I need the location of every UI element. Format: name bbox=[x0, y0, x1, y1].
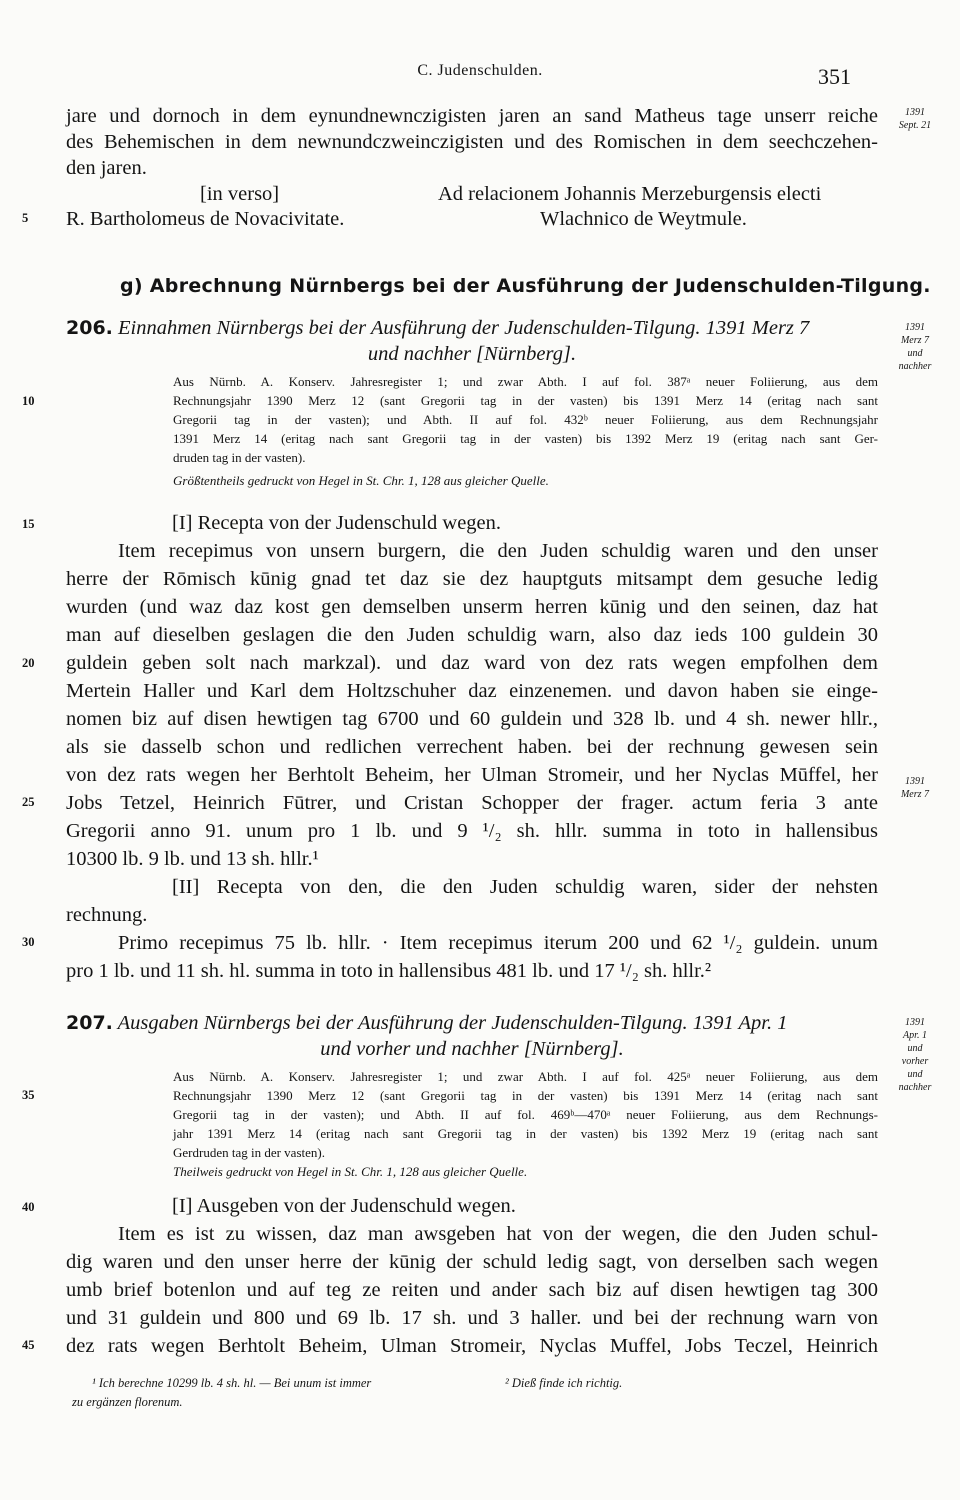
line-number: 15 bbox=[22, 517, 35, 531]
page-number: 351 bbox=[818, 64, 851, 89]
text-line: man auf dieselben geslagen die den Juden schuldig warn, also daz ieds 100 guldein 30 bbox=[66, 624, 878, 646]
text-line: guldein geben solt nach markzal). und daz ward von dez rats wegen empfolhen dem bbox=[66, 652, 878, 674]
print-reference: Theilweis gedruckt von Hegel in St. Chr. 1, 128 aus gleicher Quelle. bbox=[173, 1164, 528, 1179]
line-number: 5 bbox=[22, 211, 29, 225]
text-line: nomen biz auf disen hewtigen tag 6700 und 60 guldein und 328 lb. und 4 sh. newer hllr., bbox=[66, 708, 878, 730]
margin-word: und bbox=[907, 1069, 923, 1080]
margin-day: Merz 7 bbox=[900, 789, 930, 800]
line-number: 35 bbox=[22, 1088, 35, 1102]
margin-year: 1391 bbox=[905, 1017, 925, 1028]
source-line: Aus Nürnb. A. Konserv. Jahresregister 1; und zwar Abth. I auf fol. 387ᵃ neuer Foliierung, aus dem bbox=[173, 374, 878, 389]
source-line: Rechnungsjahr 1390 Merz 12 (sant Gregorii tag in der vasten) bis 1391 Merz 14 (eritag nach sant bbox=[173, 1088, 878, 1103]
margin-date bbox=[884, 321, 946, 373]
margin-word: und bbox=[907, 348, 923, 359]
source-line: Gerdruden tag in der vasten). bbox=[173, 1145, 325, 1160]
margin-date bbox=[884, 106, 946, 132]
margin-day: Merz 7 bbox=[900, 335, 930, 346]
margin-word: nachher bbox=[898, 361, 932, 372]
margin-date bbox=[884, 1016, 946, 1094]
source-line: druden tag in der vasten). bbox=[173, 450, 306, 465]
entry-207-title-text: Ausgaben Nürnbergs bei der Ausführung der Judenschulden-Tilgung. 1391 Apr. 1 bbox=[117, 1012, 788, 1034]
source-line: Gregorii tag in der vasten); und Abth. II auf fol. 469ᵇ—470ᵃ neuer Foliierung, aus dem Rechnungs- bbox=[173, 1107, 878, 1122]
running-title: C. Judenschulden. bbox=[417, 62, 543, 79]
margin-year: 1391 bbox=[905, 107, 925, 118]
entry-206-number: 206. bbox=[66, 317, 113, 339]
entry-207-title bbox=[66, 1010, 866, 1036]
entry-207-title-cont: und vorher und nachher [Nürnberg]. bbox=[320, 1038, 624, 1060]
text-line: jare und dornoch in dem eynundnewnczigisten jaren an sand Matheus tage unserr reiche bbox=[66, 105, 878, 127]
entry-207-number: 207. bbox=[66, 1012, 113, 1034]
line-number: 20 bbox=[22, 656, 35, 670]
text-line: Gregorii anno 91. unum pro 1 lb. und 9 ¹/₂ sh. hllr. summa in toto in hallensibus bbox=[66, 820, 878, 842]
text-line: wurden (und waz daz kost gen demselben unserm herren kūnig und den seinen, daz hat bbox=[66, 596, 878, 618]
text-line: pro 1 lb. und 11 sh. hl. summa in toto in hallensibus 481 lb. und 17 ¹/₂ sh. hllr.² bbox=[66, 960, 712, 982]
print-reference: Größtentheils gedruckt von Hegel in St. Chr. 1, 128 aus gleicher Quelle. bbox=[173, 473, 549, 488]
source-line: Gregorii tag in der vasten); und Abth. II auf fol. 432ᵇ neuer Foliierung, aus dem Rechnungsjahr bbox=[173, 412, 878, 427]
margin-word: und bbox=[907, 1043, 923, 1054]
subheading-recepta-ii: [II] Recepta von den, die den Juden schuldig waren, sider der nehsten bbox=[172, 876, 878, 898]
entry-206-title-cont: und nachher [Nürnberg]. bbox=[367, 343, 577, 365]
text-line: von dez rats wegen her Berhtolt Beheim, her Ulman Stromeir, und her Nyclas Mūffel, her bbox=[66, 764, 878, 786]
text-line: herre der Rōmisch kūnig gnad tet daz sie dez hauptguts mitsampt dem gesuche ledig bbox=[66, 568, 878, 590]
signature-wlachnico: Wlachnico de Weytmule. bbox=[540, 208, 747, 230]
line-number: 30 bbox=[22, 935, 35, 949]
margin-date bbox=[884, 775, 946, 801]
margin-year: 1391 bbox=[905, 322, 925, 333]
footnote-2: ² Dieß finde ich richtig. bbox=[505, 1376, 623, 1390]
line-number: 10 bbox=[22, 394, 35, 408]
text-line: Item es ist zu wissen, daz man awsgeben hat von der wegen, die den Juden schul- bbox=[118, 1223, 878, 1245]
margin-word: vorher bbox=[901, 1056, 929, 1067]
margin-year: 1391 bbox=[905, 776, 925, 787]
source-line: jahr 1391 Merz 14 (eritag nach sant Gregorii tag in der vasten) bis 1392 Merz 19 (eritag nach sant bbox=[173, 1126, 878, 1141]
source-line: 1391 Merz 14 (eritag nach sant Gregorii tag in der vasten) bis 1392 Merz 19 (eritag nach sant Ger- bbox=[173, 431, 878, 446]
text-line: des Behemischen in dem newnundczweinczigisten und des Romischen in dem seechczehen- bbox=[66, 131, 878, 153]
line-number: 40 bbox=[22, 1200, 35, 1214]
section-heading: g) Abrechnung Nürnbergs bei der Ausführung der Judenschulden-Tilgung. bbox=[120, 275, 931, 297]
text-line: 10300 lb. 9 lb. und 13 sh. hllr.¹ bbox=[66, 848, 319, 870]
text-line: umb brief botenlon und auf teg ze reiten und ander sach biz auf disen hewtigen tag 300 bbox=[66, 1279, 878, 1301]
text-line: Jobs Tetzel, Heinrich Fūtrer, und Cristan Schopper der frager. actum feria 3 ante bbox=[66, 792, 878, 814]
footnote-1: ¹ Ich berechne 10299 lb. 4 sh. hl. — Bei unum ist immer bbox=[92, 1376, 372, 1390]
margin-day: Apr. 1 bbox=[903, 1030, 927, 1041]
text-line: Primo recepimus 75 lb. hllr. · Item recepimus iterum 200 und 62 ¹/₂ guldein. unum bbox=[118, 932, 878, 954]
text-line: rechnung. bbox=[66, 904, 148, 926]
entry-206-title bbox=[66, 315, 866, 341]
text-line: dez rats wegen Berhtolt Beheim, Ulman Stromeir, Nyclas Muffel, Jobs Teczel, Heinrich bbox=[66, 1335, 878, 1357]
relacionem-line: Ad relacionem Johannis Merzeburgensis electi bbox=[438, 183, 822, 205]
margin-day: Sept. 21 bbox=[898, 120, 932, 131]
footnote-1-cont: zu ergänzen florenum. bbox=[72, 1395, 183, 1409]
text-line: Mertein Haller und Karl dem Holtzschuher daz einzenemen. und davon haben sie einge- bbox=[66, 680, 878, 702]
text-line: als sie dasselb schon und redlichen verrechent haben. bei der rechnung gewesen sein bbox=[66, 736, 878, 758]
subheading-recepta-i: [I] Recepta von der Judenschuld wegen. bbox=[172, 512, 502, 534]
text-line: dig waren und den unser herre der kūnig der schuld ledig sagt, von derselben sach wegen bbox=[66, 1251, 878, 1273]
in-verso-note: [in verso] bbox=[200, 183, 280, 205]
subheading-ausgeben-i: [I] Ausgeben von der Judenschuld wegen. bbox=[172, 1195, 516, 1217]
margin-word: nachher bbox=[898, 1082, 932, 1093]
line-number: 25 bbox=[22, 795, 35, 809]
source-line: Rechnungsjahr 1390 Merz 12 (sant Gregorii tag in der vasten) bis 1391 Merz 14 (eritag nach sant bbox=[173, 393, 878, 408]
line-number: 45 bbox=[22, 1338, 35, 1352]
text-line: Item recepimus von unsern burgern, die den Juden schuldig waren und den unser bbox=[118, 540, 878, 562]
source-line: Aus Nürnb. A. Konserv. Jahresregister 1; und zwar Abth. I auf fol. 425ᵃ neuer Foliierung, aus dem bbox=[173, 1069, 878, 1084]
text-line: und 31 guldein und 800 und 69 lb. 17 sh. und 3 haller. und bei der rechnung warn von bbox=[66, 1307, 878, 1329]
text-line: den jaren. bbox=[66, 157, 147, 179]
signature-bartholomeus: R. Bartholomeus de Novacivitate. bbox=[66, 208, 345, 230]
entry-206-title-text: Einnahmen Nürnbergs bei der Ausführung der Judenschulden-Tilgung. 1391 Merz 7 bbox=[118, 317, 810, 339]
